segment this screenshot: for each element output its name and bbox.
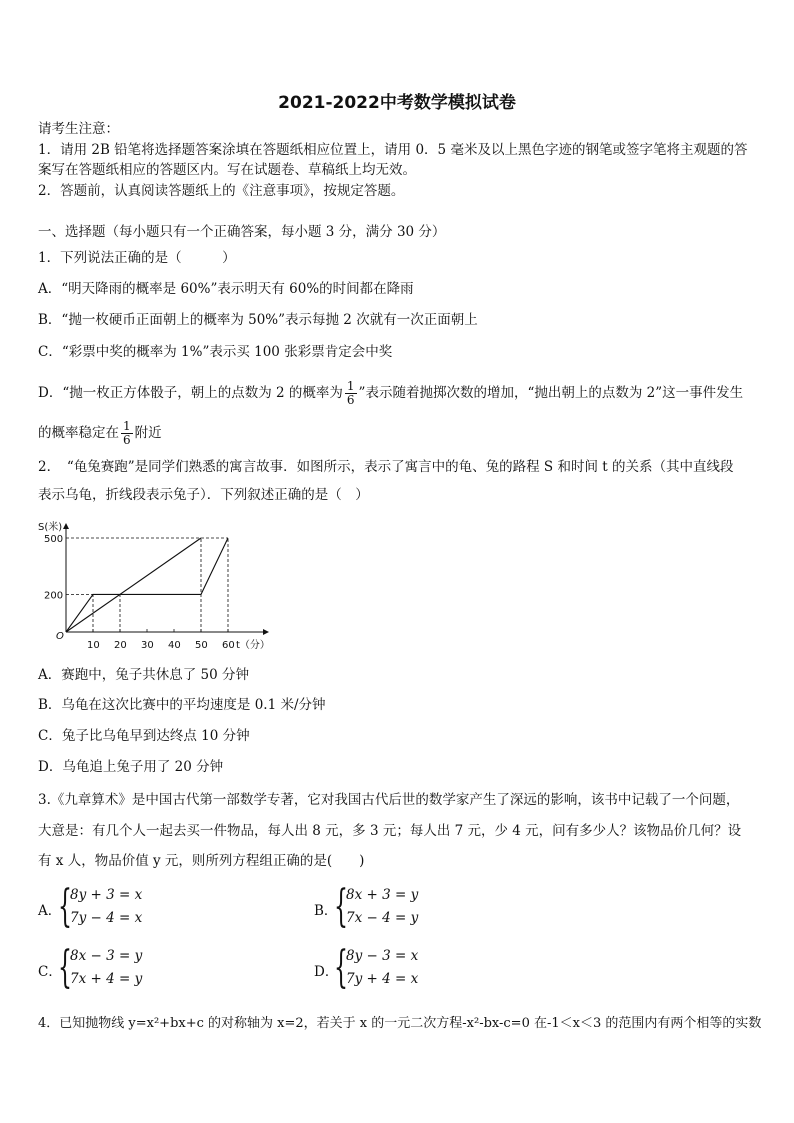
q1-option-d-line2 — [38, 420, 162, 447]
x-tick-60: 60 — [222, 640, 235, 651]
q2-stem-line2: 表示乌龟，折线段表示兔子）．下列叙述正确的是（ ） — [38, 487, 369, 503]
x-tick-20: 20 — [114, 640, 127, 651]
q1-d-part-a: D．“抛一枚正方体骰子，朝上的点数为 2 的概率为 — [38, 385, 343, 401]
q3-option-a — [38, 881, 238, 932]
y-tick-200: 200 — [44, 590, 64, 602]
brace-icon: { — [334, 881, 348, 932]
x-tick-10: 10 — [87, 640, 100, 651]
q1-option-c: C．“彩票中奖的概率为 1%”表示买 100 张彩票肯定会中奖 — [38, 344, 393, 360]
q2-option-b: B．乌龟在这次比赛中的平均速度是 0.1 米/分钟 — [38, 697, 326, 713]
hare-line — [66, 538, 228, 632]
notice-line-2: 2．答题前，认真阅读答题纸上的《注意事项》，按规定答题。 — [38, 183, 405, 199]
notice-heading: 请考生注意： — [38, 121, 119, 137]
option-label: D． — [314, 964, 339, 980]
equation-1: 8x + 3 = y — [346, 887, 419, 903]
x-tick-40: 40 — [168, 640, 181, 651]
equation-2: 7y − 4 = x — [70, 910, 143, 926]
brace-icon: { — [58, 942, 72, 993]
q3-option-c — [38, 942, 238, 993]
equation-2: 7x − 4 = y — [346, 910, 419, 926]
q3-option-d — [314, 942, 514, 993]
option-label: C． — [38, 964, 62, 980]
x-axis-label: t（分） — [236, 640, 270, 651]
q2-option-c: C．兔子比乌龟早到达终点 10 分钟 — [38, 728, 250, 744]
notice-line-1a: 1．请用 2B 铅笔将选择题答案涂填在答题纸相应位置上，请用 0．5 毫米及以上黑色字迹的钢笔或签字笔将主观题的答 — [38, 142, 748, 158]
fraction-one-sixth-2 — [121, 420, 133, 447]
section-heading: 一、选择题（每小题只有一个正确答案，每小题 3 分，满分 30 分） — [38, 224, 446, 240]
equation-1: 8y + 3 = x — [70, 887, 143, 903]
q3-option-b — [314, 881, 514, 932]
x-tick-50: 50 — [195, 640, 208, 651]
q2-stem-line1: 2． “龟兔赛跑”是同学们熟悉的寓言故事．如图所示，表示了寓言中的龟、兔的路程 S 和时间 t 的关系（其中直线段 — [38, 459, 734, 475]
q3-line3: 有 x 人，物品价值 y 元，则所列方程组正确的是( ) — [38, 853, 365, 869]
fraction-numerator: 1 — [123, 419, 131, 433]
fraction-denominator: 6 — [346, 393, 355, 407]
q2-option-a: A．赛跑中，兔子共休息了 50 分钟 — [38, 667, 250, 683]
equation-2: 7y + 4 = x — [346, 971, 419, 987]
page-title: 2021-2022中考数学模拟试卷 — [278, 93, 516, 113]
q1-d-part-d: 附近 — [134, 425, 162, 441]
q1-option-d-line1 — [38, 380, 743, 407]
q4-line1: 4．已知抛物线 y=x²+bx+c 的对称轴为 x=2，若关于 x 的一元二次方程-x²-bx-c=0 在-1＜x＜3 的范围内有两个相等的实数 — [38, 1016, 762, 1031]
brace-icon: { — [58, 881, 72, 932]
tortoise-hare-graph — [30, 518, 280, 656]
option-label: A． — [38, 903, 62, 919]
q1-d-part-c: 的概率稳定在 — [38, 425, 119, 441]
q1-option-a: A．“明天降雨的概率是 60%”表示明天有 60%的时间都在降雨 — [38, 281, 414, 297]
q3-line2: 大意是：有几个人一起去买一件物品，每人出 8 元，多 3 元；每人出 7 元，少 4 元，问有多少人？该物品价几何？设 — [38, 823, 742, 839]
equation-2: 7x + 4 = y — [70, 971, 143, 987]
fraction-denominator: 6 — [123, 433, 131, 447]
q3-line1: 3.《九章算术》是中国古代第一部数学专著，它对我国古代后世的数学家产生了深远的影响，该书中记载了一个问题， — [38, 792, 740, 808]
q1-d-part-b: ”表示随着抛掷次数的增加，“抛出朝上的点数为 2”这一事件发生 — [358, 385, 744, 401]
tortoise-line — [66, 538, 201, 632]
y-tick-500: 500 — [44, 534, 64, 545]
x-tick-30: 30 — [141, 640, 154, 651]
q1-option-b: B．“抛一枚硬币正面朝上的概率为 50%”表示每抛 2 次就有一次正面朝上 — [38, 312, 478, 328]
notice-line-1b: 案写在答题纸相应的答题区内。写在试题卷、草稿纸上均无效。 — [38, 162, 416, 178]
y-axis-label: S(米) — [38, 522, 63, 533]
q1-stem: 1．下列说法正确的是（ ） — [38, 250, 236, 266]
fraction-one-sixth — [345, 380, 357, 407]
brace-icon: { — [334, 942, 348, 993]
q2-option-d: D．乌龟追上兔子用了 20 分钟 — [38, 759, 224, 775]
option-label: B． — [314, 903, 338, 919]
origin-label: O — [56, 631, 64, 642]
fraction-numerator: 1 — [346, 379, 355, 393]
equation-1: 8y − 3 = x — [346, 948, 419, 964]
equation-1: 8x − 3 = y — [70, 948, 143, 964]
